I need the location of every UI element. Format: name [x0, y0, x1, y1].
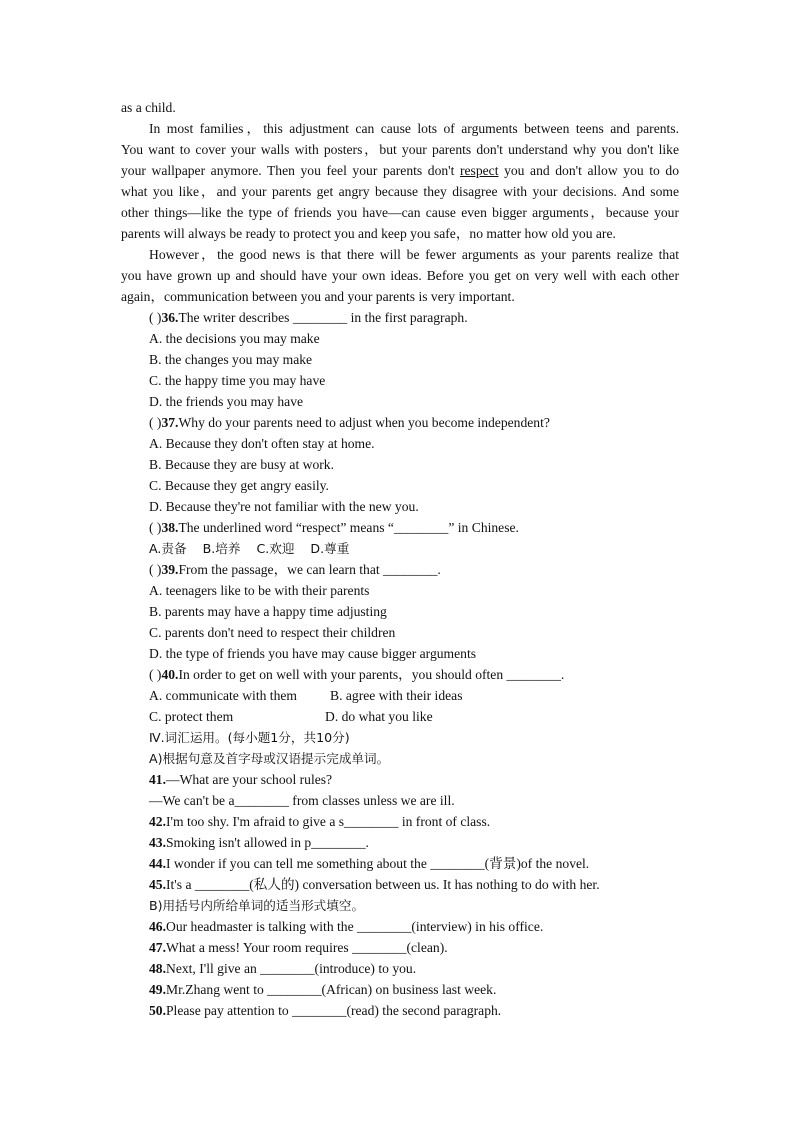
question-stem	[149, 561, 441, 578]
question-number: 44.	[149, 856, 166, 871]
question-text: Please pay attention to ________(read) the second paragraph.	[166, 1003, 502, 1018]
option: D. the friends you may have	[149, 394, 304, 409]
answer-paren: ( )	[149, 520, 162, 535]
passage-line: again，communication between you and your parents is very important.	[121, 289, 515, 304]
passage-line	[121, 162, 679, 179]
vocab-item	[149, 876, 600, 893]
option: C. parents don't need to respect their children	[149, 625, 396, 640]
option: A. communicate with them	[149, 688, 297, 703]
vocab-item-line2: —We can't be a________ from classes unless we are ill.	[149, 793, 455, 808]
option: D. Because they're not familiar with the new you.	[149, 499, 419, 514]
option: C. protect them	[149, 709, 234, 724]
option-row: A.责备 B.培养 C.欢迎 D.尊重	[149, 541, 350, 556]
question-number: 40.	[161, 667, 179, 682]
question-stem	[149, 414, 550, 431]
question-number: 46.	[149, 919, 166, 934]
question-number: 42.	[149, 814, 166, 829]
option: B. Because they are busy at work.	[149, 457, 334, 472]
question-number: 50.	[149, 1003, 166, 1018]
option: D. do what you like	[325, 709, 433, 724]
vocab-item	[149, 960, 416, 977]
option: C. the happy time you may have	[149, 373, 326, 388]
question-number: 47.	[149, 940, 166, 955]
subsection-heading: B)用括号内所给单词的适当形式填空。	[149, 898, 365, 913]
option: D. the type of friends you have may cause bigger arguments	[149, 646, 477, 661]
question-text: I wonder if you can tell me something about the ________(背景)of the novel.	[166, 856, 590, 871]
passage-line: other things—like the type of friends you have—can cause even bigger arguments，because your	[121, 205, 679, 220]
passage-line: However，the good news is that there will be fewer arguments as your parents realize that	[149, 247, 679, 262]
question-text: Why do your parents need to adjust when you become independent?	[178, 415, 550, 430]
question-text: —What are your school rules?	[166, 772, 333, 787]
section-heading: Ⅳ.词汇运用。(每小题1分，共10分)	[149, 730, 350, 745]
question-number: 43.	[149, 835, 166, 850]
question-number: 36.	[161, 310, 179, 325]
vocab-item	[149, 1002, 501, 1019]
question-stem	[149, 666, 564, 683]
question-number: 45.	[149, 877, 166, 892]
vocab-item	[149, 834, 369, 851]
question-text: From the passage，we can learn that ________.	[178, 562, 441, 577]
answer-paren: ( )	[149, 667, 162, 682]
question-number: 38.	[161, 520, 179, 535]
question-text: The underlined word “respect” means “________” in Chinese.	[178, 520, 519, 535]
question-number: 39.	[161, 562, 179, 577]
passage-line: parents will always be ready to protect you and keep you safe，no matter how old you are.	[121, 226, 616, 241]
question-text: What a mess! Your room requires ________(clean).	[166, 940, 448, 955]
option: B. agree with their ideas	[330, 688, 463, 703]
question-number: 41.	[149, 772, 166, 787]
option: B. the changes you may make	[149, 352, 313, 367]
question-stem	[149, 309, 468, 326]
question-text: In order to get on well with your parents，you should often ________.	[178, 667, 565, 682]
subsection-heading: A)根据句意及首字母或汉语提示完成单词。	[149, 751, 390, 766]
option: A. the decisions you may make	[149, 331, 320, 346]
question-number: 37.	[161, 415, 179, 430]
vocab-item	[149, 813, 490, 830]
question-number: 49.	[149, 982, 166, 997]
passage-line: what you like，and your parents get angry because they disagree with your decisions. And some	[121, 184, 679, 199]
question-text: I'm too shy. I'm afraid to give a s________ in front of class.	[166, 814, 491, 829]
option: A. teenagers like to be with their parents	[149, 583, 370, 598]
question-text: Our headmaster is talking with the ________(interview) in his office.	[166, 919, 544, 934]
vocab-item	[149, 771, 332, 788]
option: C. Because they get angry easily.	[149, 478, 329, 493]
question-text: Smoking isn't allowed in p________.	[166, 835, 369, 850]
answer-paren: ( )	[149, 310, 162, 325]
question-number: 48.	[149, 961, 166, 976]
question-stem	[149, 519, 519, 536]
question-text: It's a ________(私人的) conversation between us. It has nothing to do with her.	[166, 877, 600, 892]
question-text: The writer describes ________ in the first paragraph.	[178, 310, 468, 325]
vocab-item	[149, 855, 589, 872]
question-text: Mr.Zhang went to ________(African) on business last week.	[166, 982, 497, 997]
vocab-item	[149, 981, 496, 998]
passage-text: you and don't allow you to do	[498, 163, 679, 178]
option: A. Because they don't often stay at home.	[149, 436, 375, 451]
underlined-word: respect	[459, 163, 499, 178]
passage-line: you have grown up and should have your own ideas. Before you get on very well with each other	[121, 268, 679, 283]
answer-paren: ( )	[149, 415, 162, 430]
passage-line: In most families，this adjustment can cause lots of arguments between teens and parents.	[149, 121, 679, 136]
vocab-item	[149, 939, 448, 956]
vocab-item	[149, 918, 543, 935]
passage-line: as a child.	[121, 100, 176, 115]
answer-paren: ( )	[149, 562, 162, 577]
option: B. parents may have a happy time adjusting	[149, 604, 387, 619]
passage-line: You want to cover your walls with posters，but your parents don't understand why you don't like	[121, 142, 679, 157]
passage-text: your wallpaper anymore. Then you feel your parents don't	[121, 163, 460, 178]
question-text: Next, I'll give an ________(introduce) to you.	[166, 961, 417, 976]
